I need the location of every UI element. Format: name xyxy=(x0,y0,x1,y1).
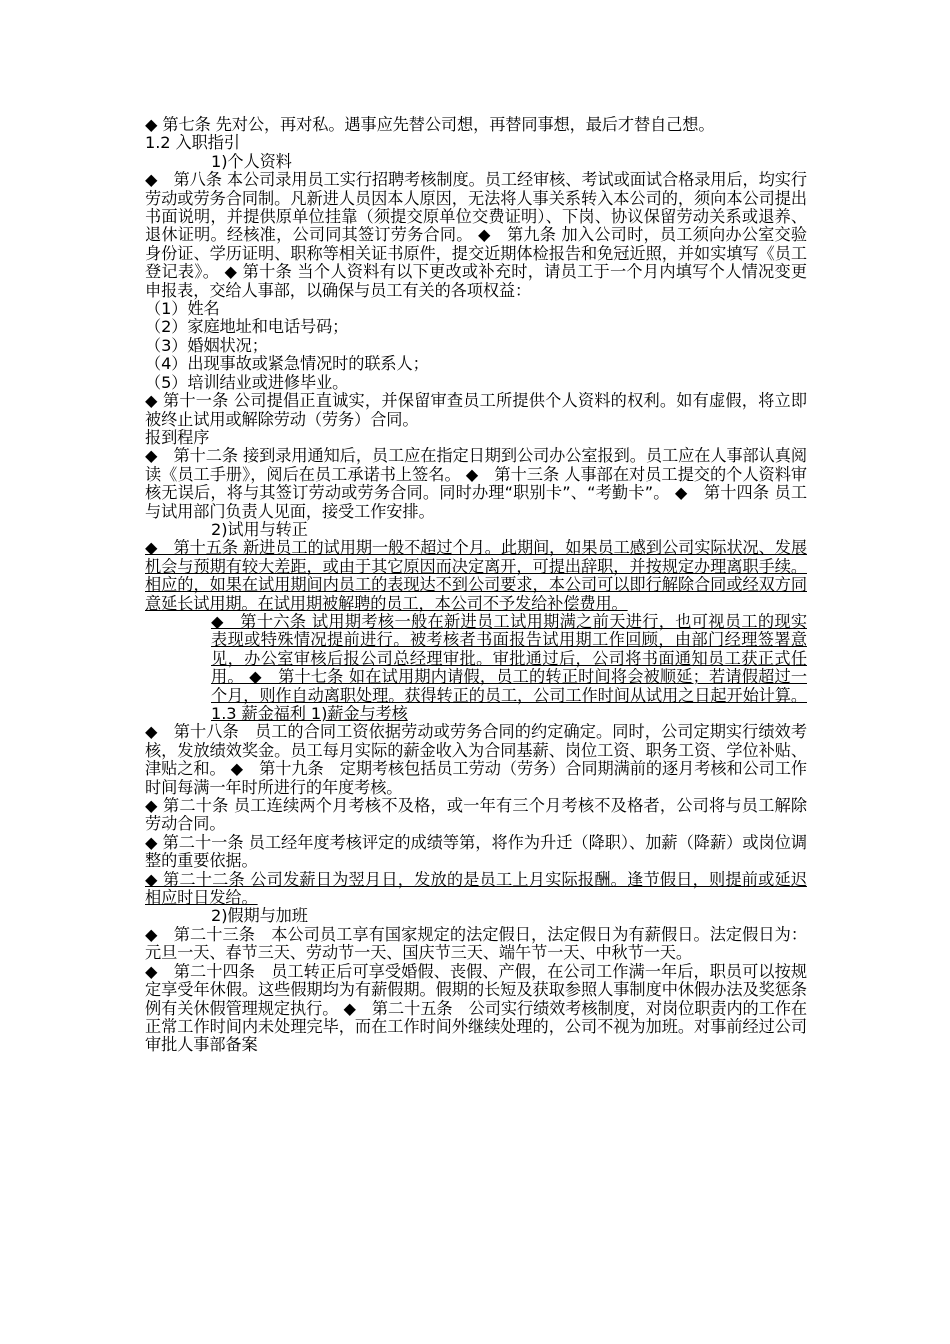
paragraph-articles-24-25: ◆ 第二十四条 员工转正后可享受婚假、丧假、产假，在公司工作满一年后，职员可以按规定享受年休假。这些假期均为有薪假期。假期的长短及获取参照人事制度中休假办法及奖惩条例有关休假管理规定执行。 ◆ 第二十五条 公司实行绩效考核制度，对岗位职责内的工作在正常工作时间内未处理完毕，而在工作时间外继续处理的，公司不视为加班。对事前经过公司审批人事部备案 xyxy=(145,961,807,1055)
subheading-report-procedure: 报到程序 xyxy=(145,427,210,447)
paragraph-article-11: ◆ 第十一条 公司提倡正直诚实，并保留审查员工所提供个人资料的权利。如有虚假，将立即被终止试用或解除劳动（劳务）合同。 xyxy=(145,391,807,429)
paragraph-article-21: ◆ 第二十一条 员工经年度考核评定的成绩等第，将作为升迁（降职）、加薪（降薪）或岗位调整的重要依据。 xyxy=(145,832,807,871)
paragraph-articles-8-10: ◆ 第八条 本公司录用员工实行招聘考核制度。员工经审核、考试或面试合格录用后，均实行劳动或劳务合同制。凡新进人员因本人原因，无法将人事关系转入本公司的，须向本公司提出书面说明，并提供原单位挂靠（须提交原单位交费证明）、下岗、协议保留劳动关系或退养、退休证明。经核准，公司同其签订劳务合同。 ◆ 第九条 加入公司时，员工须向办公室交验身份证、学历证明、职称等相关证书原件，提交近期体检报告和免冠近照，并如实填写《员工登记表》。 ◆ 第十条 当个人资料有以下更改或补充时，请员工于一个月内填写个人情况变更申报表，交给人事部，以确保与员工有关的各项权益： xyxy=(145,170,807,300)
subheading-probation: 2)试用与转正 xyxy=(211,519,308,539)
list-item: （1）姓名 xyxy=(145,299,220,319)
paragraph-articles-18-19: ◆ 第十八条 员工的合同工资依据劳动或劳务合同的约定确定。同时，公司定期实行绩效考核，发放绩效奖金。员工每月实际的薪金收入为合同基薪、岗位工资、职务工资、学位补贴、津贴之和。 ◆ 第十九条 定期考核包括员工劳动（劳务）合同期满前的逐月考核和公司工作时间每满一年时所进行的年度考核。 xyxy=(145,722,807,797)
paragraph-article-23: ◆ 第二十三条 本公司员工享有国家规定的法定假日，法定假日为有薪假日。法定假日为：元旦一天、春节三天、劳动节一天、国庆节三天、端午节一天、中秋节一天。 xyxy=(145,924,807,963)
list-item: （4）出现事故或紧急情况时的联系人； xyxy=(145,354,429,374)
paragraph-articles-16-17: ◆ 第十六条 试用期考核一般在新进员工试用期满之前天进行，也可视员工的现实表现或特殊情况提前进行。被考核者书面报告试用期工作回顾，由部门经理签署意见，办公室审核后报公司总经理审批。审批通过后，公司将书面通知员工获正式任用。 ◆ 第十七条 如在试用期内请假，员工的转正时间将会被顺延；若请假超过一个月，则作自动离职处理。获得转正的员工，公司工作时间从试用之日起开始计算。1.3 薪金福利 1)薪金与考核 xyxy=(211,611,807,723)
subheading-leave-overtime: 2)假期与加班 xyxy=(211,906,308,926)
document-body xyxy=(145,116,807,1055)
section-heading-1-2: 1.2 入职指引 xyxy=(145,133,240,153)
list-item: （5）培训结业或进修毕业。 xyxy=(145,372,349,392)
list-item: （2）家庭地址和电话号码； xyxy=(145,317,349,337)
paragraph-article-22: ◆ 第二十二条 公司发薪日为翌月日，发放的是员工上月实际报酬。逢节假日，则提前或延迟相应时日发给。 xyxy=(145,869,807,908)
paragraph-article-7: ◆ 第七条 先对公，再对私。遇事应先替公司想，再替同事想，最后才替自己想。 xyxy=(145,115,715,134)
paragraph-article-20: ◆ 第二十条 员工连续两个月考核不及格，或一年有三个月考核不及格者，公司将与员工解除劳动合同。 xyxy=(145,796,807,834)
subheading-personal-info: 1)个人资料 xyxy=(211,151,292,171)
paragraph-article-15: ◆ 第十五条 新进员工的试用期一般不超过个月。此期间，如果员工感到公司实际状况、发展机会与预期有较大差距，或由于其它原因而决定离开，可提出辞职，并按规定办理离职手续。相应的，如果在试用期间内员工的表现达不到公司要求，本公司可以即行解除合同或经双方同意延长试用期。在试用期被解聘的员工，本公司不予发给补偿费用。 xyxy=(145,538,807,613)
paragraph-articles-12-14: ◆ 第十二条 接到录用通知后，员工应在指定日期到公司办公室报到。员工应在人事部认真阅读《员工手册》，阅后在员工承诺书上签名。 ◆ 第十三条 人事部在对员工提交的个人资料审核无误后，将与其签订劳动或劳务合同。同时办理“职别卡”、“考勤卡”。 ◆ 第十四条 员工与试用部门负责人见面，接受工作安排。 xyxy=(145,446,807,521)
list-item: （3）婚姻状况； xyxy=(145,335,268,355)
